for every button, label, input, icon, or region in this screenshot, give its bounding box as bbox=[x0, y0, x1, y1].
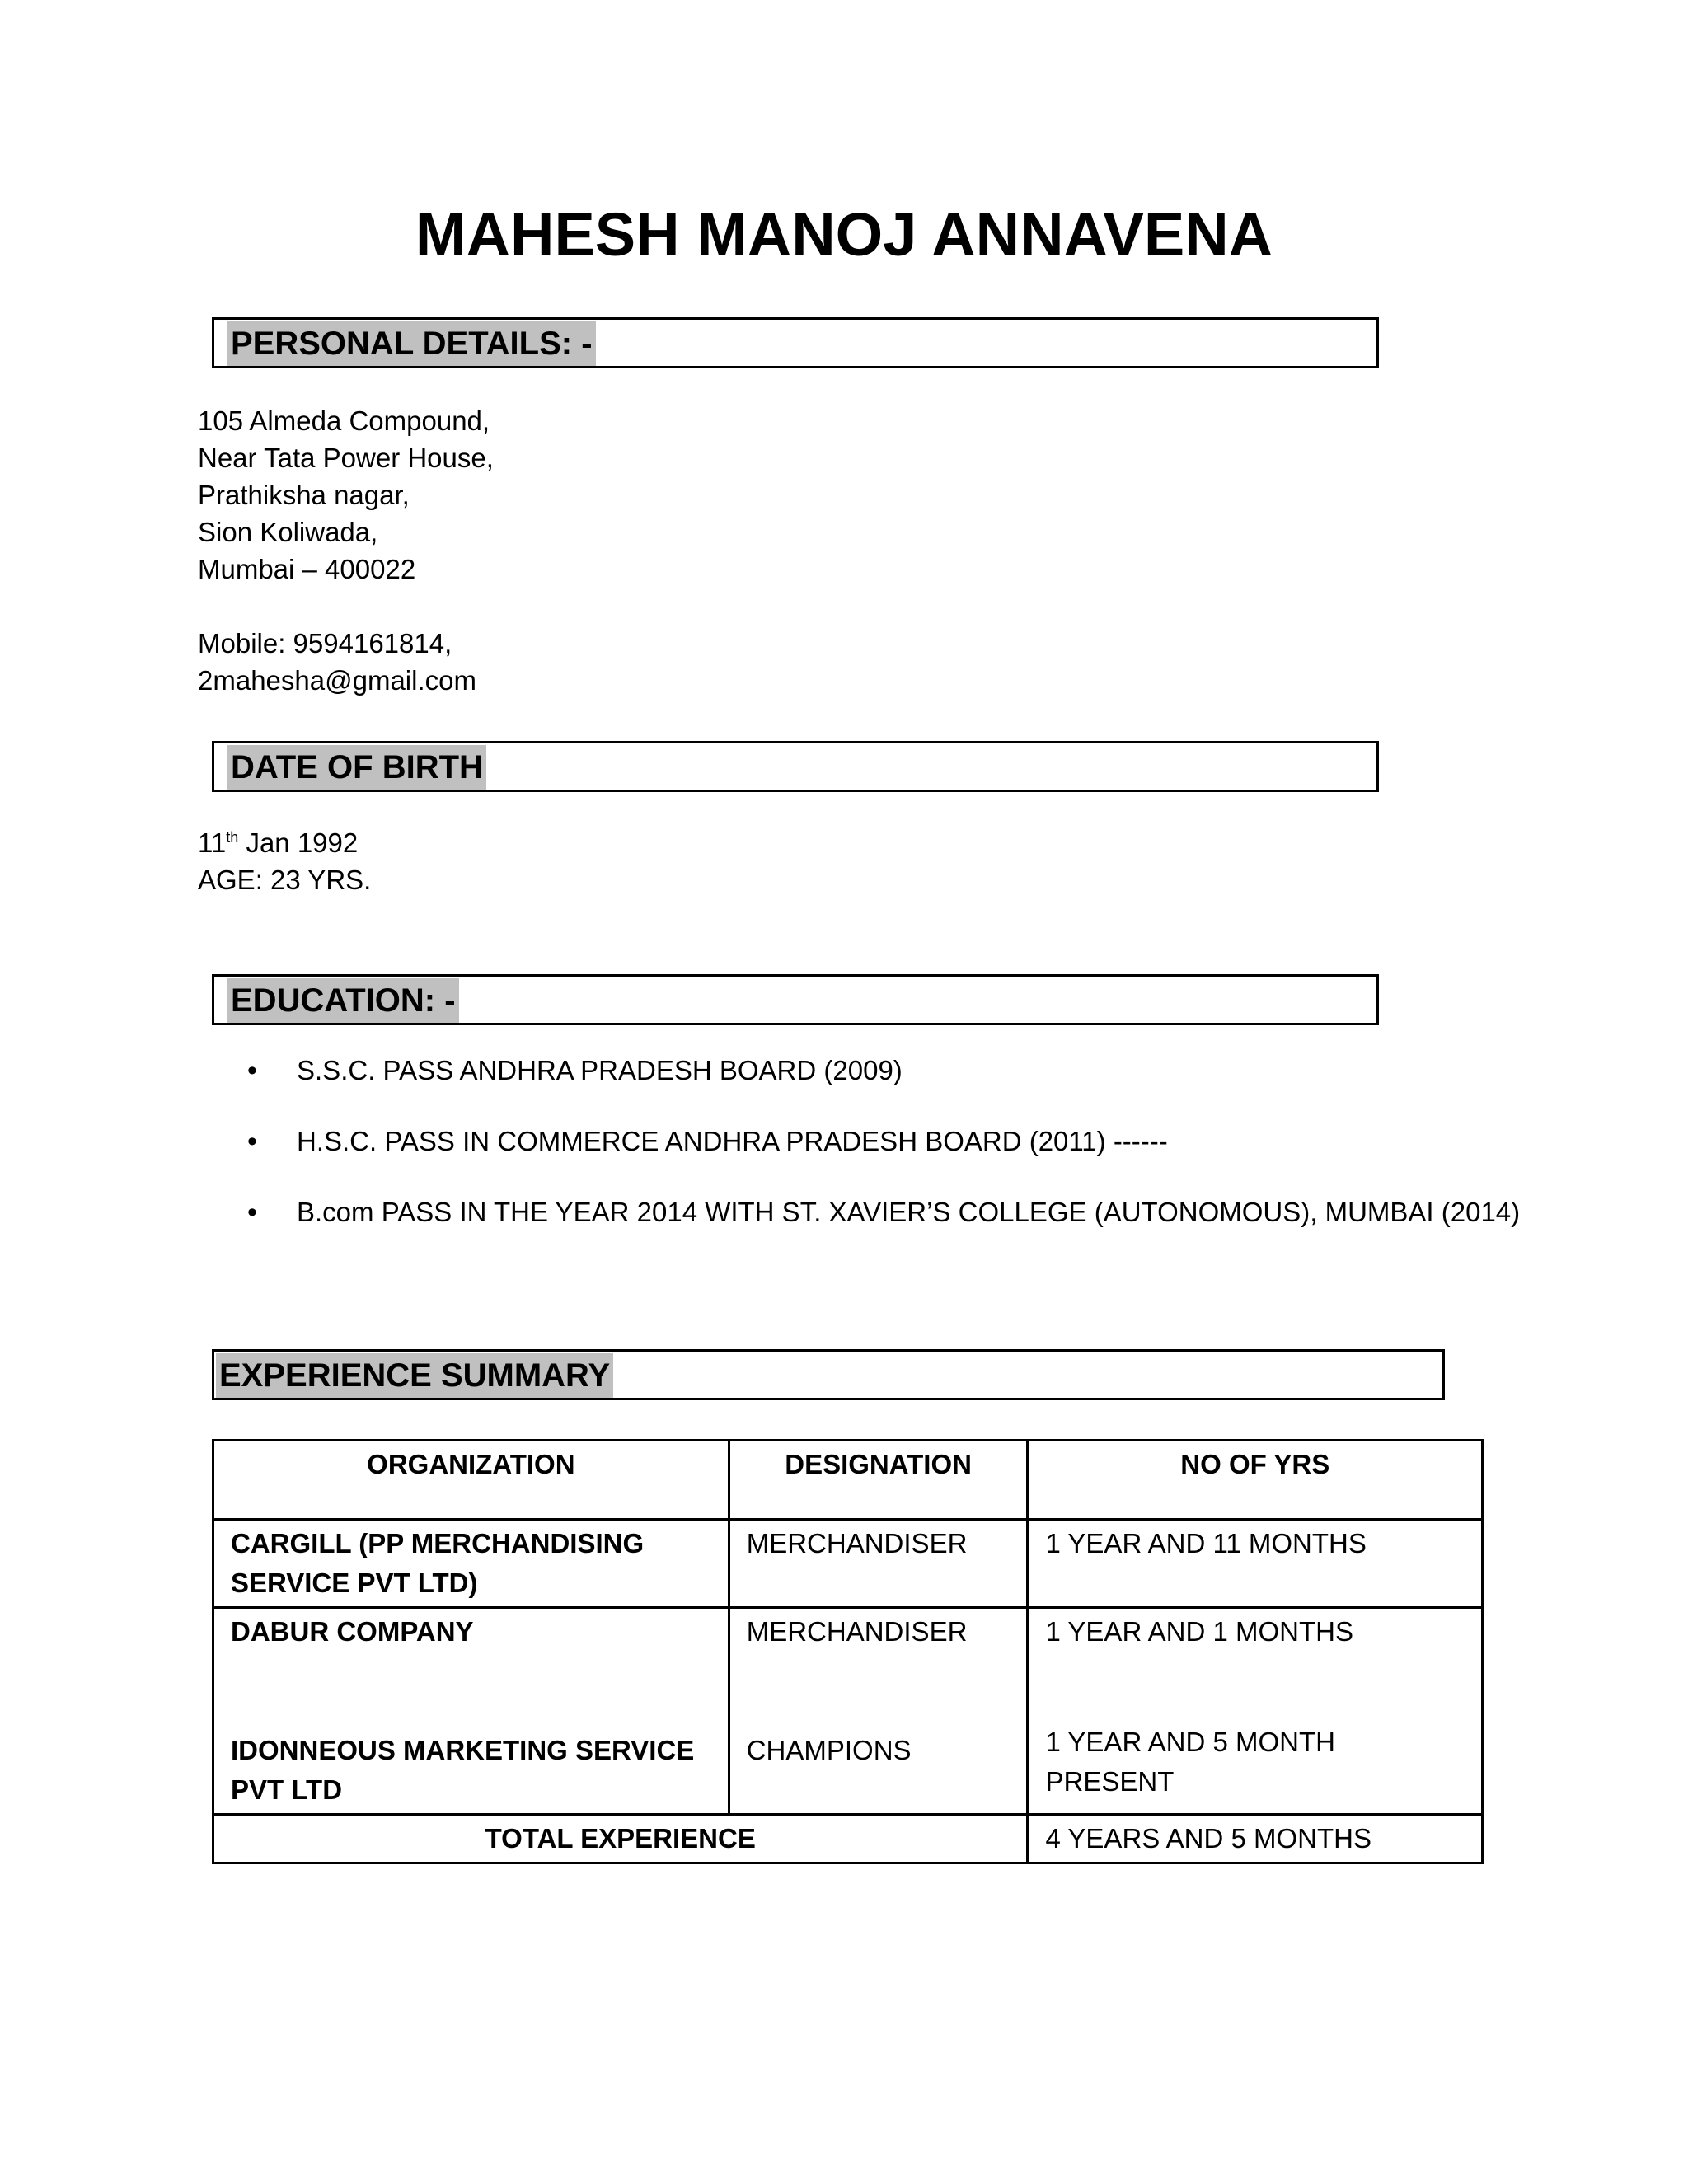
personal-details-section bbox=[212, 317, 1379, 368]
contact-block bbox=[198, 625, 476, 699]
designation-value: CHAMPIONS bbox=[746, 1735, 912, 1765]
mobile-number: Mobile: 9594161814, bbox=[198, 628, 452, 658]
education-item: • B.com PASS IN THE YEAR 2014 WITH ST. XAVIER’S COLLEGE (AUTONOMOUS), MUMBAI (2014) bbox=[247, 1197, 1521, 1228]
organization-name: DABUR COMPANY bbox=[231, 1616, 474, 1647]
address-block bbox=[198, 402, 494, 588]
education-heading: EDUCATION: - bbox=[227, 978, 459, 1023]
dob-section bbox=[212, 741, 1379, 792]
total-row bbox=[213, 1815, 1483, 1863]
email-address: 2mahesha@gmail.com bbox=[198, 665, 476, 696]
years-cell: 1 YEAR AND 11 MONTHS bbox=[1028, 1520, 1483, 1608]
table-row bbox=[213, 1520, 1483, 1608]
column-header: DESIGNATION bbox=[729, 1441, 1028, 1520]
designation-cell: MERCHANDISER bbox=[729, 1520, 1028, 1608]
experience-section bbox=[212, 1349, 1445, 1400]
personal-details-heading: PERSONAL DETAILS: - bbox=[227, 321, 596, 366]
designation-cell bbox=[729, 1608, 1028, 1815]
experience-heading: EXPERIENCE SUMMARY bbox=[216, 1353, 613, 1398]
designation-value: MERCHANDISER bbox=[746, 1616, 968, 1647]
resume-name: MAHESH MANOJ ANNAVENA bbox=[415, 200, 1273, 269]
address-line: Sion Koliwada, bbox=[198, 517, 378, 547]
experience-table bbox=[212, 1439, 1484, 1864]
bullet-icon: • bbox=[247, 1055, 257, 1086]
table-header-row bbox=[213, 1441, 1483, 1520]
age: AGE: 23 YRS. bbox=[198, 865, 372, 895]
total-experience-value: 4 YEARS AND 5 MONTHS bbox=[1028, 1815, 1483, 1863]
total-experience-label: TOTAL EXPERIENCE bbox=[213, 1815, 1028, 1863]
education-item: • S.S.C. PASS ANDHRA PRADESH BOARD (2009) bbox=[247, 1055, 903, 1086]
address-line: Near Tata Power House, bbox=[198, 443, 494, 473]
column-header: ORGANIZATION bbox=[213, 1441, 729, 1520]
education-item: • H.S.C. PASS IN COMMERCE ANDHRA PRADESH BOARD (2011) ------ bbox=[247, 1126, 1168, 1157]
dob-heading: DATE OF BIRTH bbox=[227, 745, 486, 790]
address-line: Prathiksha nagar, bbox=[198, 480, 410, 510]
birth-date: 11th Jan 1992 bbox=[198, 827, 359, 858]
table-row bbox=[213, 1608, 1483, 1815]
organization-cell bbox=[213, 1608, 729, 1815]
address-line: Mumbai – 400022 bbox=[198, 554, 416, 584]
organization-cell: CARGILL (PP MERCHANDISING SERVICE PVT LTD) bbox=[213, 1520, 729, 1608]
years-value: 1 YEAR AND 5 MONTH PRESENT bbox=[1045, 1727, 1335, 1797]
years-cell bbox=[1028, 1608, 1483, 1815]
dob-block bbox=[198, 824, 371, 898]
organization-name: IDONNEOUS MARKETING SERVICE PVT LTD bbox=[231, 1735, 695, 1805]
education-list bbox=[247, 1055, 1520, 1268]
bullet-icon: • bbox=[247, 1197, 257, 1228]
address-line: 105 Almeda Compound, bbox=[198, 405, 490, 436]
years-value: 1 YEAR AND 1 MONTHS bbox=[1045, 1616, 1353, 1647]
bullet-icon: • bbox=[247, 1126, 257, 1157]
column-header: NO OF YRS bbox=[1028, 1441, 1483, 1520]
education-section bbox=[212, 974, 1379, 1025]
